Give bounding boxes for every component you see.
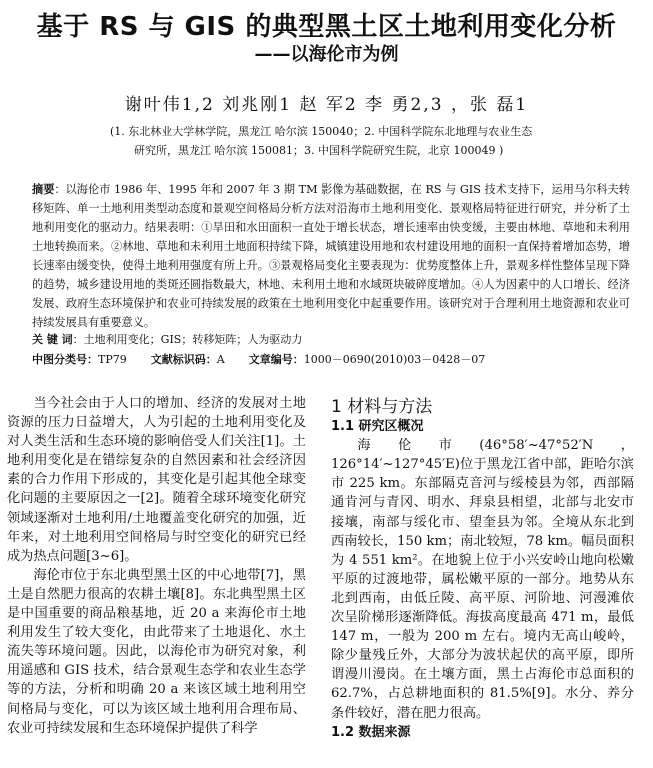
intro-paragraph: 当今社会由于人口的增加、经济的发展对土地资源的压力日益增大，人为引起的土地利用变化及对人类生活和生态环境的影响倍受人们关注[1]。土地利用变化是在错综复杂的自然因素和社会经济因素的合力作用下形成的，其变化是引起其他全球变化问题的主要原因之一[2]。随着全球环境变化研究领域逐渐对土地利用/土地覆盖变化研究的加强，近年来，对土地利用空间格局与时空变化的研究已经成为热点问题[3~6]。 — [7, 396, 306, 564]
affiliation-line: 研究所，黑龙江 哈尔滨 150081；3. 中国科学院研究生院，北京 100049 ) — [134, 144, 504, 157]
right-column — [331, 398, 634, 742]
abstract-text: 以海伦市 1986 年、1995 年和 2007 年 3 期 TM 影像为基础数据，在 RS 与 GIS 技术支持下，运用马尔科夫转移矩阵、单一土地利用类型动态度和景观空间格局分析方法对沿海市土地利用变化、景观格局特征进行研究，并分析了土地利用变化的驱动力。结果表明：①旱田和水田面积一直处于增长状态，增长速率由快变缓，主要由林地、草地和未利用土地转换而来。②林地、草地和未利用土地面积持续下降，城镇建设用地和农村建设用地的面积一直保持着增加态势，增长速率由缓变快，使得土地利用强度有所上升。③景观格局变化主要表现为：优势度整体上升，景观多样性整体呈现下降的趋势，城乡建设用地的类斑还圆指数最大，林地、未利用土地和水域斑块破碎度增加。④人为因素中的人口增长、经济发展、政府生态环境保护和农业可持续发展的政策在土地利用变化中起重要作用。该研究对于合理利用土地资源和农业可持续发展具有重要意义。 — [32, 183, 630, 329]
document-code: 文献标识码：A — [150, 353, 225, 366]
intro-paragraph: 海伦市位于东北典型黑土区的中心地带[7]，黑土是自然肥力很高的农耕土壤[8]。东北典型黑土区是中国重要的商品粮基地，近 20 a 来海伦市土地利用发生了较大变化，由此带来了土地退化、水土流失等环境问题。因此，以海伦市为研究对象，利用遥感和 GIS 技术，结合景观生态学和农业生态学等的方法，分析和明确 20 a 来该区域土地利用空间格局与变化，可以为该区域土地利用合理布局、农业可持续发展和生态环境保护提供了科学 — [7, 567, 306, 736]
article-number: 文章编号：1000－0690(2010)03－0428－07 — [248, 353, 486, 366]
author-list: 谢叶伟1,2 刘兆刚1 赵 军2 李 勇2,3 ，张 磊1 — [124, 95, 529, 115]
affiliation-line: (1. 东北林业大学林学院，黑龙江 哈尔滨 150040；2. 中国科学院东北地理与农业生态 — [110, 125, 533, 138]
paper-subtitle: ——以海伦市为例 — [254, 44, 399, 65]
clc-number: 中图分类号：TP79 — [32, 353, 127, 366]
classification-line — [32, 351, 630, 367]
subsection-heading: 1.1 研究区概况 — [331, 419, 424, 435]
left-column — [7, 394, 306, 738]
keywords-label: 关 键 词 — [32, 333, 73, 346]
affiliations — [110, 122, 580, 160]
subsection-heading: 1.2 数据来源 — [331, 724, 411, 740]
paper-title: 基于 RS 与 GIS 的典型黑土区土地利用变化分析 — [36, 12, 617, 42]
keywords: 关 键 词：土地利用变化；GIS；转移矩阵；人为驱动力 — [32, 333, 303, 346]
section-heading: 1 材料与方法 — [331, 397, 433, 417]
study-area-paragraph: 海伦市(46°58′~47°52′N，126°14′~127°45′E)位于黑龙江省中部，距哈尔滨市 225 km。东部隔克音河与绥棱县为邻，西部隔通肯河与青冈、明水、拜泉县相望，北部与北安市接壤，南部与绥化市、望奎县为邻。全境从东北到西南较长，150 km；南北较短，78 km。幅员面积为 4 551 km²。在地貌上位于小兴安岭山地向松嫩平原的过渡地带，属松嫩平原的一部分。地势从东北到西南，由低丘陵、高平原、河阶地、河漫滩依次呈阶梯形逐渐降低。海拔高度最高 471 m，最低 147 m，一般为 200 m 左右。境内无高山峻岭，除少量残丘外，大部分为波状起伏的高平原，即所谓漫川漫岗。在土壤方面，黑土占海伦市总面积的 62.7%，占总耕地面积的 81.5%[9]。水分、养分条件较好，潜在肥力很高。 — [331, 438, 634, 721]
keywords-text: 土地利用变化；GIS；转移矩阵；人为驱动力 — [83, 333, 303, 346]
abstract: 摘要：以海伦市 1986 年、1995 年和 2007 年 3 期 TM 影像为基础数据，在 RS 与 GIS 技术支持下，运用马尔科夫转移矩阵、单一土地利用类型动态度和景观空间格局分析方法对沿海市土地利用变化、景观格局特征进行研究，并分析了土地利用变化的驱动力。结果表明：①旱田和水田面积一直处于增长状态，增长速率由快变缓，主要由林地、草地和未利用土地转换而来。②林地、草地和未利用土地面积持续下降，城镇建设用地和农村建设用地的面积一直保持着增加态势，增长速率由缓变快，使得土地利用强度有所上升。③景观格局变化主要表现为：优势度整体上升，景观多样性整体呈现下降的趋势，城乡建设用地的类斑还圆指数最大，林地、未利用土地和水域斑块破碎度增加。④人为因素中的人口增长、经济发展、政府生态环境保护和农业可持续发展的政策在土地利用变化中起重要作用。该研究对于合理利用土地资源和农业可持续发展具有重要意义。 — [32, 183, 630, 329]
abstract-label: 摘要 — [32, 183, 55, 196]
